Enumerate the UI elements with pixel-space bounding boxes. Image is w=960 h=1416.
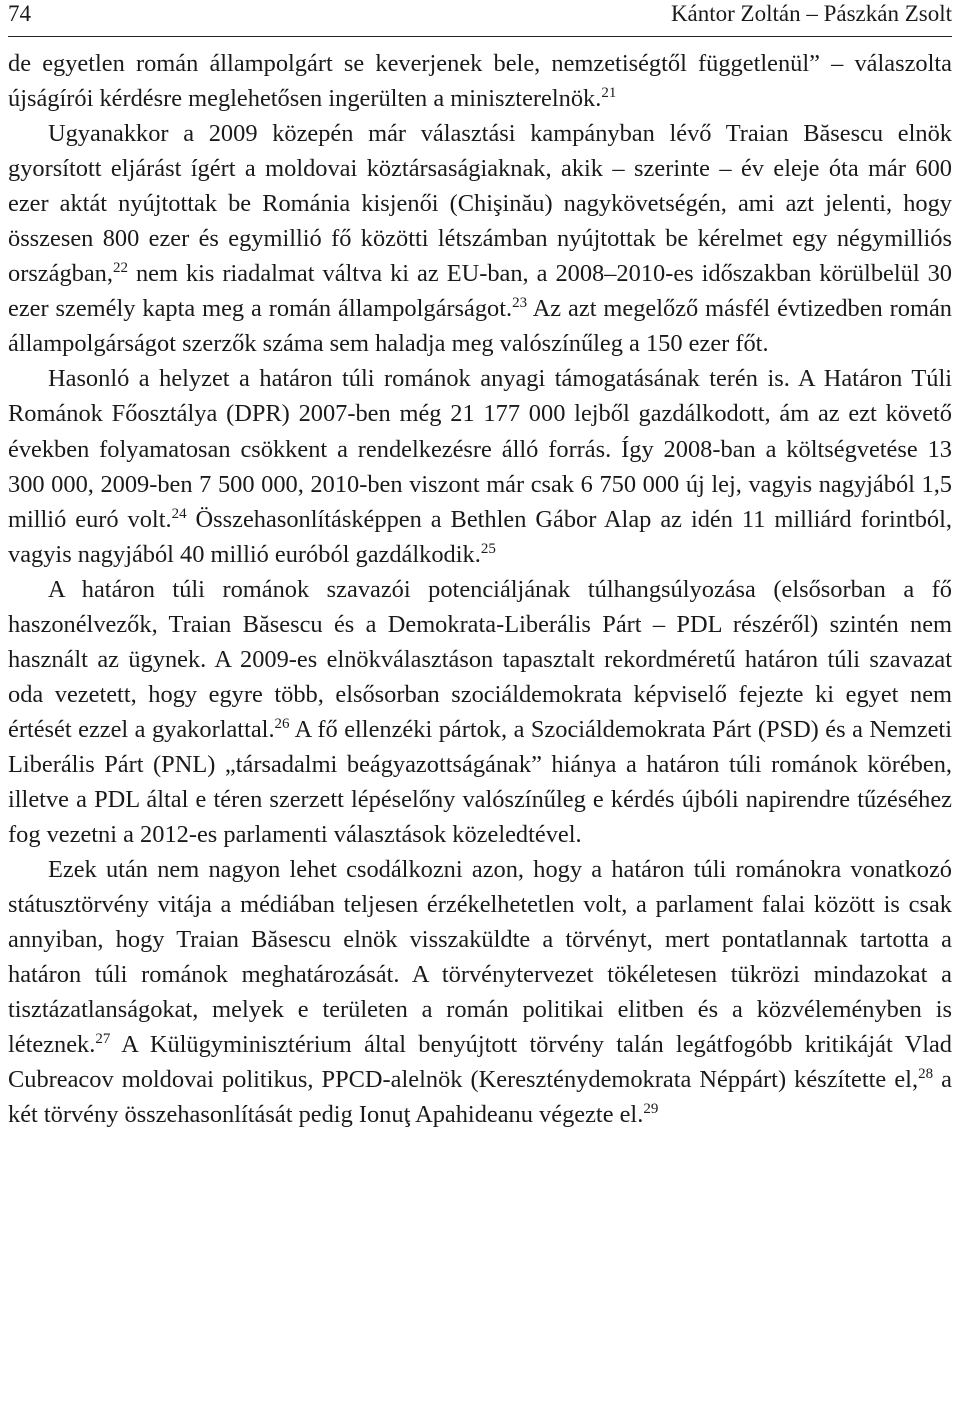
footnote-marker: 29 [643,1101,659,1118]
body-text [8,46,952,1132]
footnote-marker: 22 [112,260,128,277]
footnote-marker: 23 [512,295,528,312]
text-run: Ugyanakkor a 2009 közepén már választási kampányban lévő Traian Băsescu elnök gyorsított eljárást ígért a moldovai köztársaságiaknak, akik – szerinte – év eleje óta már 600 ezer aktát nyújtottak be Románia kisjenői (Chişinău) nagykövetségén, ami azt jelenti, hogy összesen 800 ezer és egymillió fő közötti létszámban nyújtottak be kérelmet egy négymilliós országban, [8,120,952,288]
footnote-marker: 25 [480,540,496,557]
text-run: a két törvény összehasonlítását pedig Ionuţ Apahideanu végezte el. [8,1066,952,1129]
text-run: nem kis riadalmat váltva ki az EU-ban, a 2008–2010-es időszakban körülbelül 30 ezer személy kapta meg a román állampolgárságot. [8,260,952,323]
text-run: de egyetlen román állampolgárt se keverjenek bele, nemzetiségtől függetlenül” – válaszolta újságírói kérdésre meglehetősen ingerülten a miniszterelnök. [8,50,952,113]
paragraph [8,852,952,1132]
footnote-marker: 21 [601,85,617,102]
footnote-marker: 26 [274,715,290,732]
header-rule [8,36,952,37]
page-number: 74 [8,1,31,26]
footnote-marker: 24 [171,505,187,522]
running-head [8,0,952,29]
paragraph [8,46,952,116]
paragraph [8,116,952,361]
text-run: A határon túli románok szavazói potenciáljának túlhangsúlyozása (elsősorban a fő haszonélvezők, Traian Băsescu és a Demokrata-Liberális Párt – PDL részéről) szintén nem használt az ügynek. A 2009-es elnökválasztáson tapasztalt rekordméretű határon túli szavazat oda vezetett, hogy egyre több, elsősorban szociáldemokrata képviselő fejezte ki egyet nem értését ezzel a gyakorlattal. [8,575,952,743]
text-run: Az azt megelőző másfél évtizedben román állampolgárságot szerzők száma sem haladja meg valószínűleg a 150 ezer főt. [8,295,952,358]
text-run: Ezek után nem nagyon lehet csodálkozni azon, hogy a határon túli románokra vonatkozó státusztörvény vitája a médiában teljesen érzékelhetetlen volt, a parlament falai között is csak annyiban, hogy Traian Băsescu elnök visszaküldte a törvényt, mert pontatlannak tartotta a határon túli románok meghatározását. A törvénytervezet tökéletesen tükrözi mindazokat a tisztázatlanságokat, melyek e területen a román politikai elitben és a közvéleményben is léteznek. [8,856,952,1059]
paragraph [8,572,952,852]
footnote-marker: 27 [95,1031,111,1048]
text-run: A Külügyminisztérium által benyújtott törvény talán legátfogóbb kritikáját Vlad Cubreacov moldovai politikus, PPCD-alelnök (Kereszténydemokrata Néppárt) készítette el, [8,1031,952,1094]
text-run: Összehasonlításképpen a Bethlen Gábor Alap az idén 11 milliárd forintból, vagyis nagyjából 40 millió euróból gazdálkodik. [8,505,952,568]
text-run: A fő ellenzéki pártok, a Szociáldemokrata Párt (PSD) és a Nemzeti Liberális Párt (PNL) „társadalmi beágyazottságának” hiánya a határon túli románok körében, illetve a PDL által e téren szerzett lépéselőny valószínűleg e kérdés újbóli napirendre tűzéséhez fog vezetni a 2012-es parlamenti választások közeledtével. [8,715,952,849]
text-run: Hasonló a helyzet a határon túli románok anyagi támogatásának terén is. A Határon Túli Románok Főosztálya (DPR) 2007-ben még 21 177 000 lejből gazdálkodott, ám az ezt követő években folyamatosan csökkent a rendelkezésre álló forrás. Így 2008-ban a költségvetése 13 300 000, 2009-ben 7 500 000, 2010-ben viszont már csak 6 750 000 új lej, vagyis nagyjából 1,5 millió euró volt. [8,365,952,533]
running-title: Kántor Zoltán – Pászkán Zsolt [670,1,952,26]
paragraph [8,361,952,571]
footnote-marker: 28 [918,1066,934,1083]
